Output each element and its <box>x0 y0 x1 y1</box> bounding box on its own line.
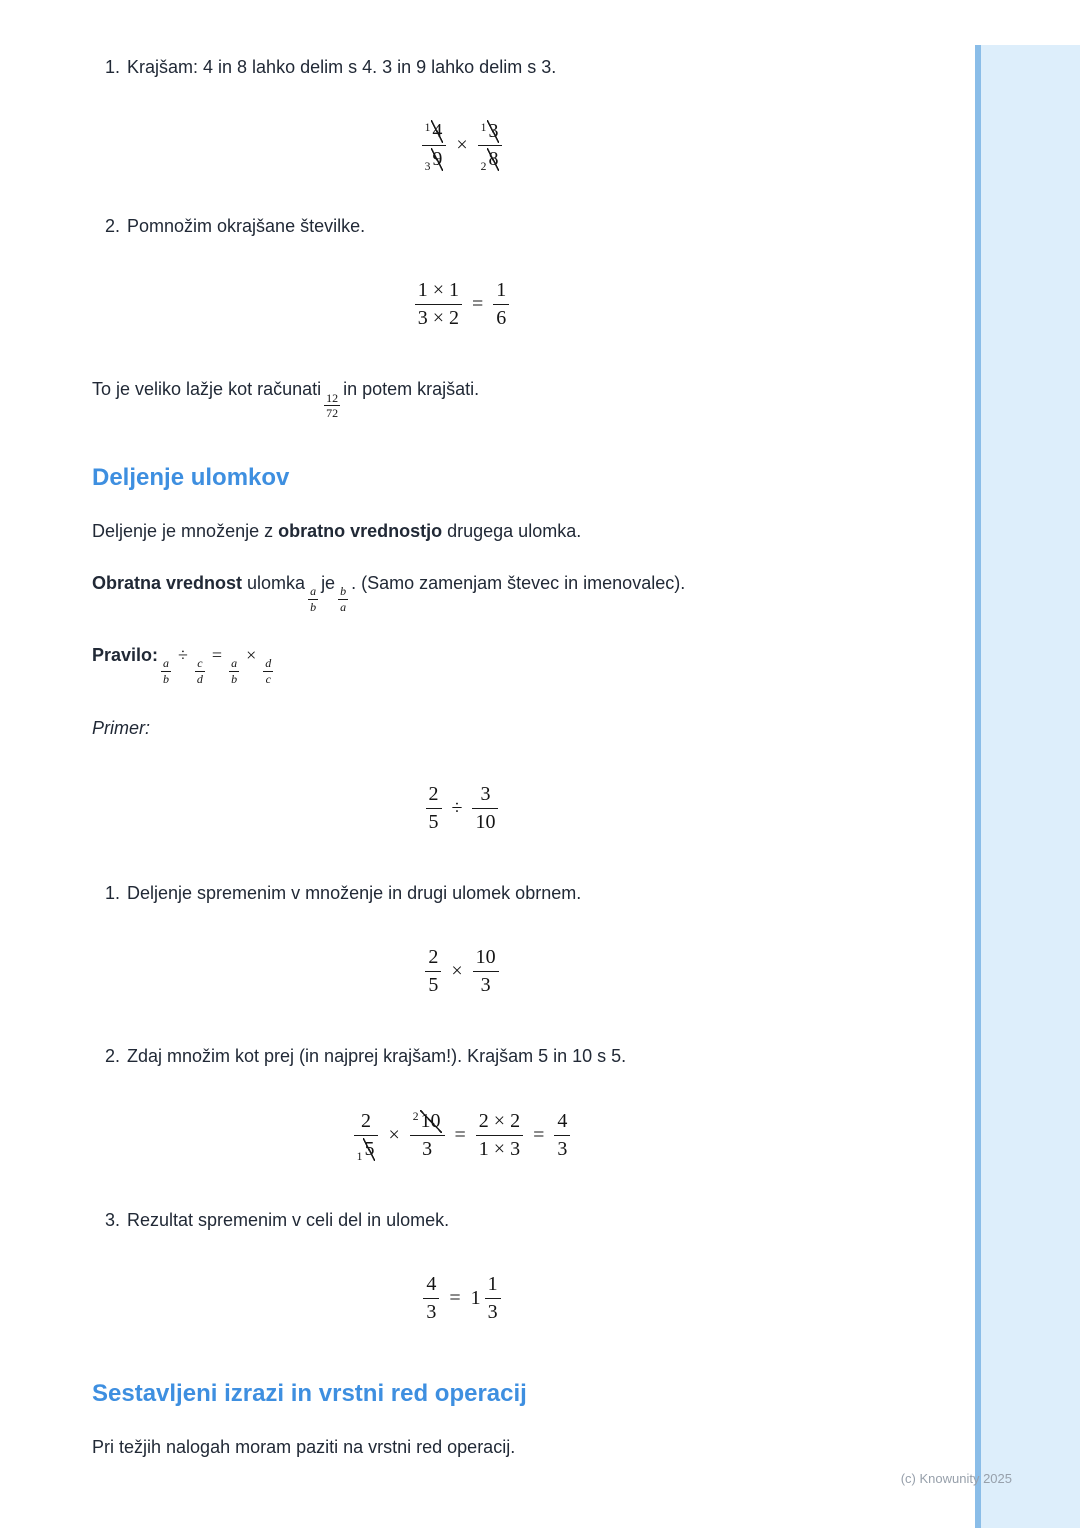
fraction-denominator <box>422 148 447 174</box>
fraction-bar <box>422 145 447 146</box>
math-cancellation-2 <box>92 1110 832 1161</box>
fraction-numerator: 2 <box>428 783 439 806</box>
inline-fraction <box>161 657 171 685</box>
paragraph-pravilo <box>92 642 832 686</box>
cancel-replacement-digit: 1 <box>424 120 431 134</box>
math-multiplication-result <box>92 279 832 330</box>
paragraph-obratna-vrednost <box>92 570 832 614</box>
fraction-numerator: a <box>310 584 317 599</box>
math-multiplication-2 <box>92 946 832 997</box>
inline-fraction <box>229 657 239 685</box>
paragraph-deljenje-intro <box>92 518 832 546</box>
fraction-numerator: 12 <box>326 390 339 405</box>
inline-fraction <box>308 585 318 613</box>
fraction-denominator: 3 <box>480 974 491 997</box>
fraction-denominator: d <box>196 671 203 686</box>
text-segment: . (Samo zamenjam števec in imenovalec). <box>351 572 686 593</box>
list-number: 1. <box>104 57 120 77</box>
fraction-numerator: 4 <box>426 1272 437 1295</box>
fraction-bar <box>354 1135 379 1136</box>
list-item-pomnozim <box>92 213 832 239</box>
fraction-numerator: 1 <box>487 1272 498 1295</box>
fraction-denominator: 3 <box>487 1300 498 1323</box>
paragraph-primer: Primer: <box>92 718 150 739</box>
cancelled-number: 8 <box>488 148 499 171</box>
text-segment: in potem krajšati. <box>343 379 480 400</box>
fraction <box>478 120 503 174</box>
fraction-bar <box>473 971 499 972</box>
fraction-bar <box>410 1135 445 1136</box>
page-edge-strip <box>981 45 1080 1528</box>
fraction-numerator <box>410 1110 445 1133</box>
inline-fraction <box>338 585 348 613</box>
list-text: Zdaj množim kot prej (in najprej krajšam!). Krajšam 5 in 10 s 5. <box>127 1046 627 1067</box>
multiply-operator: × <box>246 644 257 665</box>
fraction-numerator: 4 <box>557 1109 568 1132</box>
fraction-numerator: d <box>265 656 272 671</box>
list-number: 2. <box>104 216 120 237</box>
cancel-replacement-digit: 1 <box>480 120 487 134</box>
paragraph-vrstni-red: Pri težjih nalogah moram paziti na vrstni red operacij. <box>92 1436 516 1457</box>
fraction <box>493 279 509 330</box>
fraction-bar <box>478 145 503 146</box>
fraction-denominator: 5 <box>428 974 439 997</box>
fraction-numerator: b <box>340 584 347 599</box>
fraction-bar <box>423 1298 439 1299</box>
fraction-numerator <box>478 120 503 143</box>
whole-number: 1 <box>470 1286 481 1309</box>
section-heading-sestavljeni: Sestavljeni izrazi in vrstni red operacij <box>92 1379 527 1407</box>
multiply-operator: × <box>456 134 468 157</box>
fraction-bar <box>485 1298 501 1299</box>
fraction-numerator: 2 × 2 <box>478 1109 521 1132</box>
fraction <box>425 946 441 997</box>
fraction <box>473 946 499 997</box>
fraction-bar <box>415 304 462 305</box>
cancelled-number: 9 <box>432 148 443 171</box>
fraction-numerator: a <box>163 656 170 671</box>
fraction-numerator: 3 <box>480 783 491 806</box>
fraction-numerator: 2 <box>428 946 439 969</box>
list-text: Deljenje spremenim v množenje in drugi ulomek obrnem. <box>127 883 582 904</box>
fraction-denominator: 3 <box>426 1300 437 1323</box>
fraction-denominator: b <box>231 671 238 686</box>
list-text: Pomnožim okrajšane številke. <box>127 216 366 237</box>
fraction-denominator <box>478 148 503 174</box>
fraction-denominator: 6 <box>496 307 507 330</box>
watermark-text: (c) Knowunity 2025 <box>900 1471 1012 1486</box>
paragraph-easier <box>92 376 832 420</box>
fraction-denominator: c <box>265 671 271 686</box>
fraction <box>554 1110 570 1161</box>
list-item-deljenje-spremenim <box>92 880 832 906</box>
text-segment: ulomka <box>242 572 306 593</box>
section-heading-deljenje: Deljenje ulomkov <box>92 463 290 491</box>
cancel-replacement-digit: 3 <box>424 160 431 174</box>
fraction-numerator <box>422 120 447 143</box>
fraction-denominator: 72 <box>326 406 339 421</box>
fraction-denominator: 3 <box>557 1137 568 1160</box>
fraction-denominator: b <box>163 671 170 686</box>
text-segment: je <box>321 572 336 593</box>
fraction-bar <box>425 971 441 972</box>
inline-fraction <box>263 657 273 685</box>
cancelled-number: 5 <box>364 1137 375 1160</box>
fraction-numerator: 1 × 1 <box>417 279 459 302</box>
cancel-replacement-digit: 1 <box>356 1149 363 1163</box>
multiply-operator: × <box>388 1123 400 1146</box>
fraction-denominator: 5 <box>428 811 439 834</box>
equals-operator: = <box>454 1123 466 1146</box>
bold-text: Obratna vrednost <box>92 572 243 593</box>
equals-operator: = <box>533 1123 545 1146</box>
fraction-bar <box>476 1135 523 1136</box>
fraction-numerator: c <box>197 656 203 671</box>
fraction-bar <box>472 808 498 809</box>
equals-operator: = <box>449 1286 461 1309</box>
cancelled-number: 3 <box>488 120 499 143</box>
divide-operator: ÷ <box>451 797 463 820</box>
list-text: Krajšam: 4 in 8 lahko delim s 4. 3 in 9 lahko delim s 3. <box>127 57 557 77</box>
fraction <box>423 1273 439 1324</box>
fraction-denominator: 3 × 2 <box>417 307 459 330</box>
list-number: 2. <box>104 1046 120 1067</box>
fraction <box>426 783 442 834</box>
page-edge-line <box>975 45 981 1528</box>
fraction-numerator: 1 <box>496 279 507 302</box>
document-content <box>92 54 832 1461</box>
math-division <box>92 783 832 834</box>
fraction <box>422 120 447 174</box>
bold-text: Pravilo: <box>92 644 159 665</box>
fraction-bar <box>493 304 509 305</box>
fraction <box>410 1110 445 1161</box>
fraction <box>485 1273 501 1324</box>
text-segment: drugega ulomka. <box>442 520 582 541</box>
fraction-denominator: 10 <box>475 811 496 834</box>
list-item-zdaj-mnozim <box>92 1043 832 1069</box>
fraction-numerator: a <box>231 656 238 671</box>
fraction-denominator: 3 <box>422 1137 433 1160</box>
inline-fraction <box>195 657 205 685</box>
fraction <box>476 1110 523 1161</box>
list-number: 1. <box>104 883 120 904</box>
divide-operator: ÷ <box>178 644 188 665</box>
equals-operator: = <box>472 293 484 316</box>
inline-fraction <box>324 392 340 420</box>
fraction-numerator: 2 <box>361 1109 372 1132</box>
cancel-replacement-digit: 2 <box>480 160 487 174</box>
fraction <box>472 783 498 834</box>
math-cancellation-1 <box>92 120 832 174</box>
list-number: 3. <box>104 1209 120 1230</box>
fraction-bar <box>426 808 442 809</box>
cancelled-number: 4 <box>432 120 443 143</box>
fraction-denominator: a <box>340 600 347 615</box>
math-mixed-number <box>92 1273 832 1324</box>
equals-operator: = <box>211 644 223 665</box>
list-item-krajsam <box>92 54 832 80</box>
fraction <box>354 1110 379 1161</box>
bold-text: obratno vrednostjo <box>278 520 443 541</box>
fraction-numerator: 10 <box>475 946 496 969</box>
text-segment: To je veliko lažje kot računati <box>92 379 322 400</box>
fraction-denominator: b <box>310 600 317 615</box>
cancel-replacement-digit: 2 <box>412 1110 419 1124</box>
text-segment: Deljenje je množenje z <box>92 520 279 541</box>
multiply-operator: × <box>451 960 463 983</box>
list-item-rezultat <box>92 1207 832 1233</box>
cancelled-number: 10 <box>420 1109 441 1132</box>
fraction-denominator <box>354 1138 379 1161</box>
fraction-bar <box>554 1135 570 1136</box>
fraction <box>415 279 462 330</box>
list-text: Rezultat spremenim v celi del in ulomek. <box>127 1209 450 1230</box>
fraction-denominator: 1 × 3 <box>478 1137 521 1160</box>
